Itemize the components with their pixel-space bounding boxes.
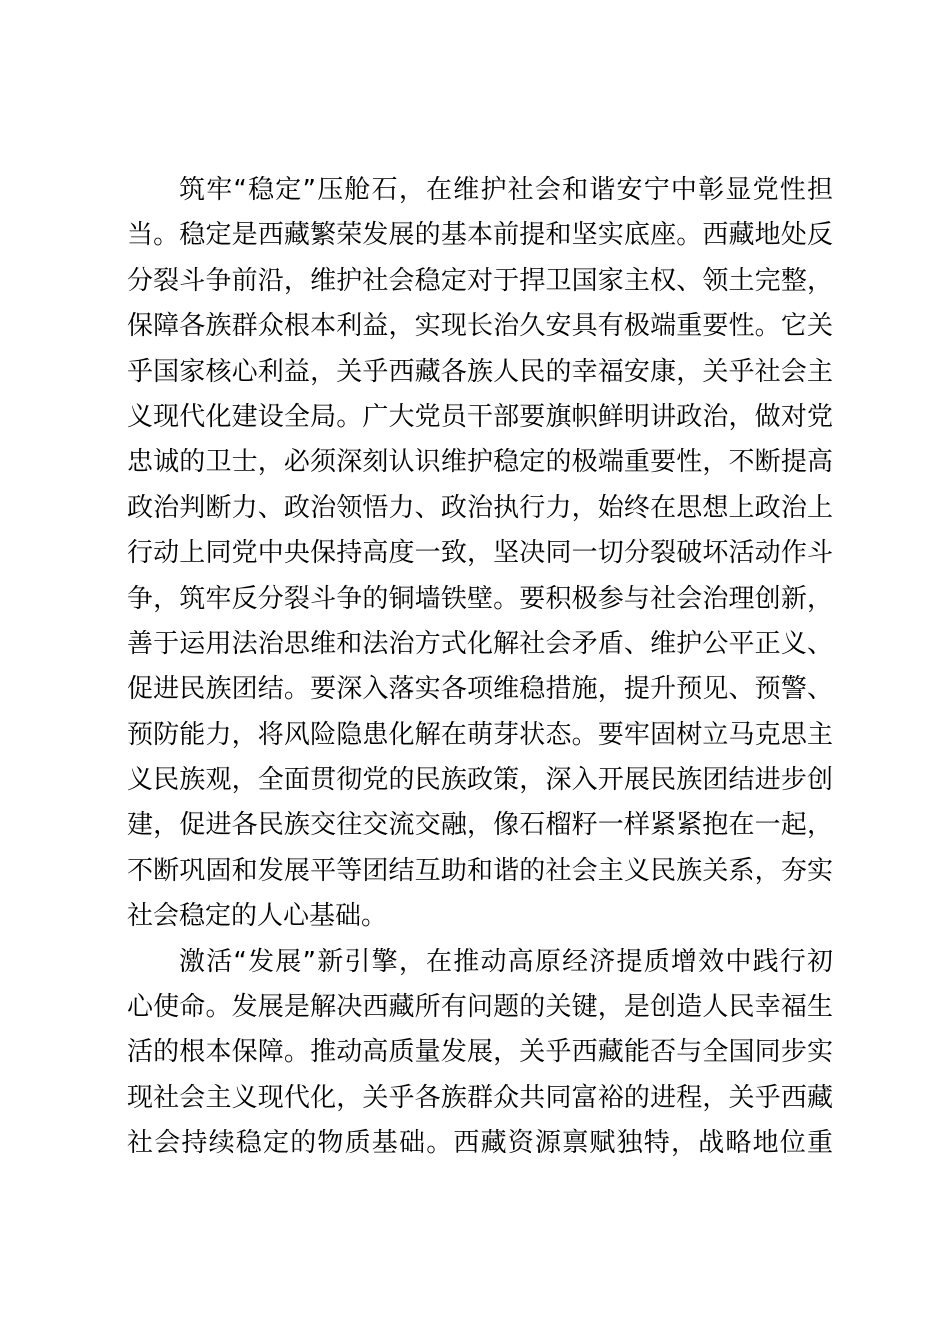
text-line: 政治判断力、政治领悟力、政治执行力，始终在思想上政治上	[127, 492, 833, 523]
text-line: 乎国家核心利益，关乎西藏各族人民的幸福安康，关乎社会主	[127, 356, 833, 387]
text-line: 心使命。发展是解决西藏所有问题的关键，是创造人民幸福生	[127, 992, 833, 1023]
text-line: 预防能力，将风险隐患化解在萌芽状态。要牢固树立马克思主	[127, 719, 833, 750]
text-line: 忠诚的卫士，必须深刻认识维护稳定的极端重要性，不断提高	[127, 447, 833, 478]
text-line: 保障各族群众根本利益，实现长治久安具有极端重要性。它关	[127, 311, 833, 342]
text-line: 善于运用法治思维和法治方式化解社会矛盾、维护公平正义、	[127, 628, 833, 659]
paragraph-development	[127, 940, 833, 1167]
text-line: 社会持续稳定的物质基础。西藏资源禀赋独特，战略地位重	[127, 1128, 833, 1159]
text-line: 筑牢“稳定”压舱石，在维护社会和谐安宁中彰显党性担	[179, 175, 833, 205]
text-line: 义民族观，全面贯彻党的民族政策，深入开展民族团结进步创	[127, 765, 833, 796]
text-line: 激活“发展”新引擎，在推动高原经济提质增效中践行初	[179, 946, 833, 977]
text-line: 社会稳定的人心基础。	[127, 901, 388, 932]
text-line: 义现代化建设全局。广大党员干部要旗帜鲜明讲政治，做对党	[127, 401, 833, 432]
paragraph-stability	[127, 168, 833, 940]
text-line: 当。稳定是西藏繁荣发展的基本前提和坚实底座。西藏地处反	[127, 220, 833, 251]
text-line: 分裂斗争前沿，维护社会稳定对于捍卫国家主权、领土完整，	[127, 265, 833, 296]
text-line: 建，促进各民族交往交流交融，像石榴籽一样紧紧抱在一起，	[127, 810, 833, 841]
text-line: 活的根本保障。推动高质量发展，关乎西藏能否与全国同步实	[127, 1037, 833, 1068]
text-line: 争，筑牢反分裂斗争的铜墙铁壁。要积极参与社会治理创新，	[127, 583, 833, 614]
text-line: 现社会主义现代化，关乎各族群众共同富裕的进程，关乎西藏	[127, 1082, 833, 1113]
text-line: 行动上同党中央保持高度一致，坚决同一切分裂破坏活动作斗	[127, 538, 833, 569]
text-line: 促进民族团结。要深入落实各项维稳措施，提升预见、预警、	[127, 674, 833, 705]
text-line: 不断巩固和发展平等团结互助和谐的社会主义民族关系，夯实	[127, 855, 833, 886]
document-body	[127, 168, 833, 1167]
